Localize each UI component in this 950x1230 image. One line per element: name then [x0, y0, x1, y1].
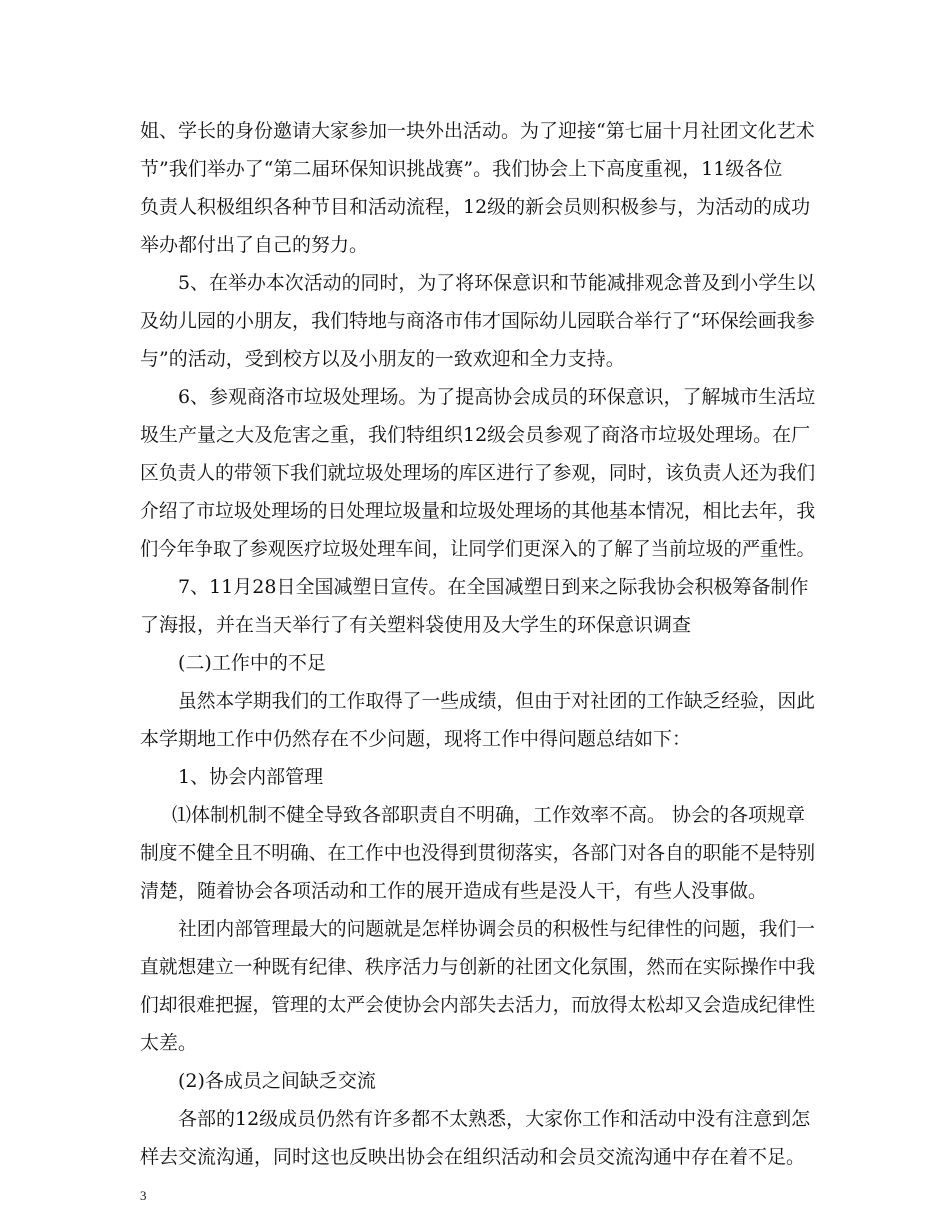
text-line: 与”的活动，受到校方以及小朋友的一致欢迎和全力支持。: [140, 348, 625, 370]
text-line: 圾生产量之大及危害之重，我们特组织12级会员参观了商洛市垃圾处理场。在厂: [140, 424, 811, 446]
section-heading: (二)工作中的不足: [178, 652, 326, 674]
text-line: 们今年争取了参观医疗垃圾处理车间，让同学们更深入的了解了当前垃圾的严重性。: [140, 538, 815, 560]
text-line: 虽然本学期我们的工作取得了一些成绩，但由于对社团的工作缺乏经验，因此: [178, 690, 815, 712]
text-line: 举办都付出了自己的努力。: [140, 234, 369, 256]
text-line: 7、11月28日全国减塑日宣传。在全国减塑日到来之际我协会积极筹备制作: [178, 576, 809, 598]
subsection-heading: 1、协会内部管理: [178, 766, 324, 788]
text-line: 5、在举办本次活动的同时，为了将环保意识和节能减排观念普及到小学生以: [178, 272, 816, 294]
text-line: 了海报，并在当天举行了有关塑料袋使用及大学生的环保意识调查: [140, 614, 692, 636]
text-line: 节”我们举办了“第二届环保知识挑战赛”。我们协会上下高度重视，11级各位: [140, 158, 783, 180]
text-line: 直就想建立一种既有纪律、秩序活力与创新的社团文化氛围，然而在实际操作中我: [140, 956, 816, 978]
text-line: 区负责人的带领下我们就垃圾处理场的库区进行了参观，同时，该负责人还为我们: [140, 462, 816, 484]
subsection-heading: (2)各成员之间缺乏交流: [178, 1070, 376, 1092]
text-line: 负责人积极组织各种节目和活动流程，12级的新会员则积极参与，为活动的成功: [140, 196, 811, 218]
text-line: 介绍了市垃圾处理场的日处理垃圾量和垃圾处理场的其他基本情况，相比去年，我: [140, 500, 816, 522]
text-line: 清楚，随着协会各项活动和工作的展开造成有些是没人干，有些人没事做。: [140, 880, 768, 902]
text-line: 及幼儿园的小朋友，我们特地与商洛市伟才国际幼儿园联合举行了“环保绘画我参: [140, 310, 815, 332]
text-line: 样去交流沟通，同时这也反映出协会在组织活动和会员交流沟通中存在着不足。: [140, 1146, 806, 1168]
text-line: 本学期地工作中仍然存在不少问题，现将工作中得问题总结如下：: [140, 728, 692, 750]
text-line: 6、参观商洛市垃圾处理场。为了提高协会成员的环保意识，了解城市生活垃: [178, 386, 816, 408]
page-number: 3: [140, 1188, 147, 1203]
text-line: 社团内部管理最大的问题就是怎样协调会员的积极性与纪律性的问题，我们一: [178, 918, 815, 940]
text-line: 太差。: [140, 1032, 198, 1054]
text-line: 姐、学长的身份邀请大家参加一块外出活动。为了迎接“第七届十月社团文化艺术: [140, 120, 815, 142]
text-line: 各部的12级成员仍然有许多都不太熟悉，大家你工作和活动中没有注意到怎: [178, 1108, 811, 1130]
text-line: ⑴体制机制不健全导致各部职责自不明确，工作效率不高。 协会的各项规章: [172, 804, 806, 826]
text-line: 制度不健全且不明确、在工作中也没得到贯彻落实，各部门对各自的职能不是特别: [140, 842, 816, 864]
text-line: 们却很难把握，管理的太严会使协会内部失去活力，而放得太松却又会造成纪律性: [140, 994, 816, 1016]
